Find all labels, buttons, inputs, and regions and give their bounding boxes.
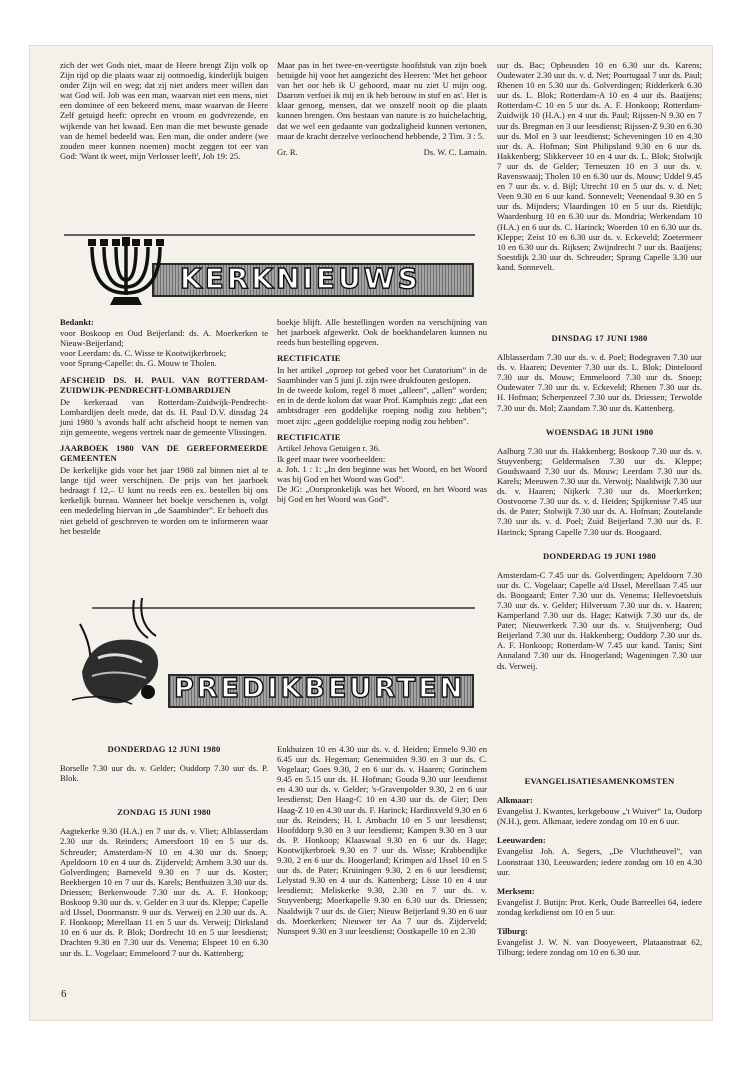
predikbeurten-banner — [62, 596, 477, 714]
zondag-15-text: Aagtekerke 9.30 (H.A.) en 7 uur ds. v. Vliet; Alblasserdam 2.30 uur ds. Reinders; Amersfoort 10 en 5 uur ds. Schreuder; Amsterdam-N 10 en 4.30 uur ds. Snoep; Apeldoorn 10 en 4 uur ds. Zijderveld; Arnhem 3.30 uur ds. Golverdingen; Barneveld 9.30 en 7 uur ds. Koster; Beekbergen 10 en 7 uur ds. Karels; Benthuizen 3.30 uur ds. Driessen; Berkenwoude 7.30 uur ds. A. F. Honkoop; Boskoop 9.30 uur ds. v. Gelder en 3 uur ds. Kleppe; Capelle a/d IJssel, Doormanstr. 9 uur ds. Verweij en 2.30 uur ds. A. F. Honkoop; Merellaan 11 en 5 uur ds. Verweij; Dirksland 10 en 6 uur ds. P. Blok; Dordrecht 10 en 5 uur leesdienst; Drachten 9.30 en 7.30 uur ds. Venema; Elspeet 10 en 6.30 uur ds. L. Vogelaar; Emmeloord 7 uur ds. Kattenberg; — [60, 826, 268, 958]
bell-icon — [62, 596, 177, 714]
rectificatie-2-line-2: Ik geef maar twee voorbeelden: — [277, 453, 386, 464]
jaarboek-text: De kerkelijke gids voor het jaar 1980 zal binnen niet al te lange tijd weer verschijnen. De prijs van het jaarboek bedraagt f 12,– U kunt nu reeds een ex. bestellen bij ons kerkelijk bureau. Wanneer het boekje verschenen is, volgt een mededeling hiervan in „de Saambinder”. Er behoeft dus niet gebeld of geschreven te worden om te informeren waar het bestelde — [60, 465, 268, 536]
signature-right: Ds. W. C. Lamain. — [423, 146, 487, 157]
dinsdag-17-text: Alblasserdam 7.30 uur ds. v. d. Poel; Bodegraven 7.30 uur ds. v. Haaren; Deventer 7.30 uur ds. L. Blok; Dinteloord 7.30 uur ds. Mouw; Emmeloord 7.30 uur ds. Snoep; Oudewater 7.30 uur ds. v. Eckeveld; Rhenen 7.30 uur ds. H. Hofman; Scherpenzeel 7.30 uur ds. Driessen; Terwolde 7.30 uur ds. Mol; Zaandam 7.30 uur ds. Kattenberg. — [497, 352, 702, 413]
signature-left: Gr. R. — [277, 146, 298, 157]
zondag-15-continued: Enkhuizen 10 en 4.30 uur ds. v. d. Heiden; Ermelo 9.30 en 6.45 uur ds. Hegeman; Genemuiden 9.30 en 3 uur ds. C. Vogelaar; Goes 9.30, 2 en 6 uur ds. v. Haaren; Gorinchem 9.45 en 5.15 uur ds. H. Hofman; Gouda 9.30 uur leesdienst en 4.30 uur ds. v. Gelder; 's-Gravenpolder 9.30, 2 en 6 uur leesdienst; Den Haag-C 10 en 4.30 uur ds. de Gier; Den Haag-Z 10 en 4.30 uur ds. F. Harinck; Hardinxveld 9.30 en 6 uur ds. Reinders; H. I. Ambacht 10 en 5 uur leesdienst; Hoofddorp 9.30 en 3 uur leesdienst; Kampen 9.30 en 3 uur ds. P. Honkoop; Klaaswaal 9.30 en 6 uur ds. Hage; Kootwijkerbroek 9.30 en 7 uur ds. Wisse; Krabbendijke 9.30, 2 en 6 uur ds. Hoogerland; Krimpen a/d IJssel 10 en 5 uur ds. de Pater; Kruiningen 9.30, 2 en 6 uur leesdienst; Lelystad 9.30 en 4 uur ds. Kattenberg; Lisse 10 en 4 uur leesdienst; Meliskerke 9.30, 2.30 en 7 uur ds. v. Stuyvenberg; Moerkapelle 9.30 en 6.30 uur ds. Driessen; Naaldwijk 7 uur ds. de Gier; Nieuw Beijerland 9.30 en 6 uur ds. Moerkerken; Nieuwer ter Aa 7 uur ds. Zijderveld; Nunspeet 9.30 en 3 uur leesdienst; Oostkapelle 10 en 2.30 — [277, 744, 487, 936]
bedankt-line-1: voor Boskoop en Oud Beijerland: ds. A. Moerkerken te Nieuw-Beijerland; — [60, 328, 268, 349]
jaarboek-continued: boekje blijft. Alle bestellingen worden na verschijning van het jaarboek afgewerkt. Ook de boekhandelaren kunnen nu reeds hun bestelling opgeven. — [277, 317, 487, 348]
top-column-1 — [60, 60, 268, 161]
predikbeurten-banner-title: PREDIKBEURTEN — [174, 673, 466, 704]
bedankt-line-3: voor Sprang-Capelle: ds. G. Mouw te Tholen. — [60, 358, 217, 369]
predik-column-1 — [60, 744, 268, 958]
rectificatie-2-line-4: De JG: „Oorspronkelijk was het Woord, en het Woord was bij God en het Woord was God”. — [277, 483, 487, 504]
evangelisatie-column — [497, 776, 702, 957]
kerknieuws-banner-title: KERKNIEUWS — [180, 262, 421, 295]
top-col1-text: zich der wet Gods niet, maar de Heere brengt Zijn volk op Zijn tijd op die plaats waar zij ootmoedig, kinderlijk buigen onder Zijn wil en weg; dat zij niet anders meer willen dan wat God wil. Job was een man, waarvan niet een mens, niet een dominee of een bekeerd mens, maar waarvan de Heere Zelf getuigd heeft: oprecht en vroom en godvrezende, en wijkende van het kwaad. Een man die met bewuste genade van de hemel bedeeld was. Een man, die onder andere (we zouden meer kunnen noemen) mocht zeggen tot eer van God: 'Want ik weet, mijn Verlosser leeft', Job 19: 25. — [60, 60, 268, 161]
kerknieuws-column-1 — [60, 317, 268, 536]
evangelisatie-heading: EVANGELISATIESAMENKOMSTEN — [524, 776, 675, 786]
predik-column-2 — [277, 744, 487, 936]
rectificatie-1-heading: RECTIFICATIE — [277, 353, 341, 364]
top-col3-text: uur ds. Bac; Opheusden 10 en 6.30 uur ds. Karens; Oudewater 2.30 uur ds. v. d. Net; Poortugaal 7 uur ds. Paul; Rhenen 10 en 5.30 uur ds. Golverdingen; Ridderkerk 6.30 uur ds. L. Blok; Rotterdam-A 10 en 4 uur ds. Baaijens; Rotterdam-C 10 en 5 uur ds. A. F. Honkoop; Rotterdam-Zuidwijk 10 (H.A.) en 4 uur ds. Paul; Rijssen-N 9.30 en 7 uur ds. Bregman en 3 uur leesdienst; Rijssen-Z 9.30 en 6.30 uur ds. Mol en 3 uur leesdienst; Scheveningen 10 en 4.30 uur ds. A. Hofman; Sint Philipsland 9.30 en 6 uur ds. Hakkenberg; Slikkerveer 10 en 4 uur ds. L. Blok; Stolwijk 7 uur ds. de Gelder; Terneuzen 10 en 3 uur ds. v. Ravenswaaij; Tholen 10 en 6.30 uur ds. Mouw; Uddel 9.45 en 7 uur ds. v. d. Bijl; Utrecht 10 en 5 uur ds. v. d. Net; Veen 9.30 en 6 uur kand. Sonnevelt; Veenendaal 9.30 en 5 uur ds. Mijnders; Vlaardingen 10 en 5 uur ds. Rietdijk; Waardenburg 10 en 6.30 uur ds. Mondria; Werkendam 10 (H.A.) en 6 uur ds. C. Harinck; Woerden 10 en 6.30 uur ds. Kleppe; Zeist 10 en 6.30 uur ds. v. Eckeveld; Zoetermeer 10 en 6.30 uur ds. Rijksen; Zwijndrecht 7 uur ds. Baaijens; Soestdijk 2.30 uur ds. Schreuder; Sprang Capelle 3.30 uur kand. Sonnevelt. — [497, 60, 702, 272]
woensdag-18-heading: WOENSDAG 18 JUNI 1980 — [545, 426, 654, 437]
signature — [277, 147, 487, 157]
woensdag-18-text: Aalburg 7.30 uur ds. Hakkenberg; Boskoop 7.30 uur ds. v. Stuyvenberg; Geldermalsen 7.30 uur ds. Kleppe; Goudswaard 7.30 uur ds. Mouw; Leerdam 7.30 uur ds. Karels; Meeuwen 7.30 uur ds. Verwoij; Naaldwijk 7.30 uur ds. v. Haaren; Nijkerk 7.30 uur ds. Moerkerken; Oostvoorne 7.30 uur ds. v. d. Heiden; Spijkenisse 7.45 uur ds. de Pater; Stolwijk 7.30 uur ds. A. Hofman; Zoutelande 7.30 uur ds. v. d. Poel; Zuid Beijerland 7.30 uur ds. F. Harinck; Sprang Capelle 7.30 uur ds. Boogaard. — [497, 445, 702, 537]
rectificatie-1-p2: In de tweede kolom, regel 8 moet „alleen”, „allen” worden; en in de derde kolom dat waar Prof. Kamphuis zegt: „dat een ambtsdrager een goddelijke roeping nodig zou hebben”; moet zijn: „geen goddelijke roeping nodig zou hebben”. — [277, 385, 487, 426]
kerknieuws-column-3 — [497, 333, 702, 671]
top-col2-text: Maar pas in het twee-en-veertigste hoofdstuk van zijn boek betuigde hij voor het aangezicht des Heeren: 'Met het gehoor van het oor heb ik U gehoord, maar nu ziet U mijn oog. Daarom verfoei ik mij en ik heb berouw in stof en as'. Het is klaar genoeg, mensen, dat we onszelf nooit op die plaats kunnen brengen. Ons bestaan van nature is zo huichelachtig, dat we wel een gedaante van godzaligheid kunnen vertonen, maar de kracht derzelve verloochend hebbende, 2 Tim. 3 : 5. — [277, 60, 487, 141]
afscheid-heading: AFSCHEID DS. H. PAUL VAN ROTTERDAM-ZUIDWIJK-PENDRECHT-LOMBARDIJEN — [60, 375, 268, 396]
bedankt-heading: Bedankt: — [60, 317, 94, 327]
kerknieuws-banner — [62, 225, 477, 309]
page-number: 6 — [61, 988, 67, 1000]
jaarboek-heading: JAARBOEK 1980 VAN DE GEREFORMEERDE GEMEENTEN — [60, 443, 268, 464]
top-column-2 — [277, 60, 487, 157]
donderdag-12-heading: DONDERDAG 12 JUNI 1980 — [107, 744, 221, 754]
merksem-text: Evangelist J. Butijn: Prot. Kerk, Oude Barreellei 64, iedere zondag kerkdienst om 10 en 5 uur. — [497, 896, 702, 917]
donderdag-12-text: Borselle 7.30 uur ds. v. Gelder; Ouddorp 7.30 uur ds. P. Blok. — [60, 763, 268, 784]
donderdag-19-heading: DONDERDAG 19 JUNI 1980 — [542, 550, 657, 561]
rectificatie-1-p1: In het artikel „oproep tot gebed voor het Curatorium” in de Saambinder van 5 juni jl. zijn twee drukfouten geslopen. — [277, 365, 487, 386]
afscheid-text: De kerkeraad van Rotterdam-Zuidwijk-Pendrecht-Lombardijen deelt mede, dat ds. H. Paul D.V. dinsdag 24 juni 1980 's avonds half acht afscheid hoopt te nemen van zijn gemeente, wegens vertrek naar de gemeente Vlissingen. — [60, 397, 268, 438]
kerknieuws-column-2 — [277, 317, 487, 504]
rectificatie-2-line-3: a. Joh. 1 : 1: „In den beginne was het Woord, en het Woord was bij God en het Woord was God”. — [277, 463, 487, 484]
zondag-15-heading: ZONDAG 15 JUNI 1980 — [117, 807, 211, 818]
leeuwarden-text: Evangelist Joh. A. Segers, „De Vluchtheuvel”, van Loonstraat 130, Leeuwarden; iedere zondag om 10 en 4.30 uur. — [497, 846, 702, 877]
top-column-3 — [497, 60, 702, 272]
donderdag-19-text: Amsterdam-C 7.45 uur ds. Golverdingen; Apeldoorn 7.30 uur ds. C. Vogelaar; Capelle a/d IJssel, Merellaan 7.45 uur ds. Boogaard; Enter 7.30 uur ds. Venema; Hellevoetsluis 7.30 uur ds. v. Gelder; Hilversum 7.30 uur ds. v. Haaren; Kamperland 7.30 uur ds. Hage; Katwijk 7.30 uur ds. de Pater; Nieuwerkerk 7.30 uur ds. v. Stuijvenberg; Oud Beijerland 7.30 uur ds. Hakkenberg; Ouddorp 7.30 uur ds. A. F. Honkoop; Rotterdam-W 7.45 uur kand. Tanis; Sint Annaland 7.30 uur ds. Hoogerland; Wageningen 7.30 uur ds. Verweij. — [497, 569, 702, 671]
tilburg-text: Evangelist J. W. N. van Dooyeweert, Plataanstraat 62, Tilburg; iedere zondag om 10 en 6.30 uur. — [497, 937, 702, 958]
tilburg-heading: Tilburg: — [497, 926, 528, 937]
bedankt-line-2: voor Leerdam: ds. C. Wisse te Kootwijkerbroek; — [60, 348, 227, 359]
dinsdag-17-heading: DINSDAG 17 JUNI 1980 — [551, 333, 648, 343]
alkmaar-heading: Alkmaar: — [497, 795, 533, 806]
leeuwarden-heading: Leeuwarden: — [497, 835, 546, 846]
rectificatie-2-heading: RECTIFICATIE — [277, 431, 341, 442]
rectificatie-2-line-1: Artikel Jehova Getuigen r. 36. — [277, 443, 381, 454]
alkmaar-text: Evangelist J. Kwantes, kerkgebouw „'t Wuiver” 1a, Oudorp (N.H.), gem. Alkmaar, iedere zondag om 10 en 6 uur. — [497, 806, 702, 827]
menorah-icon — [76, 225, 176, 309]
merksem-heading: Merksem: — [497, 885, 535, 896]
